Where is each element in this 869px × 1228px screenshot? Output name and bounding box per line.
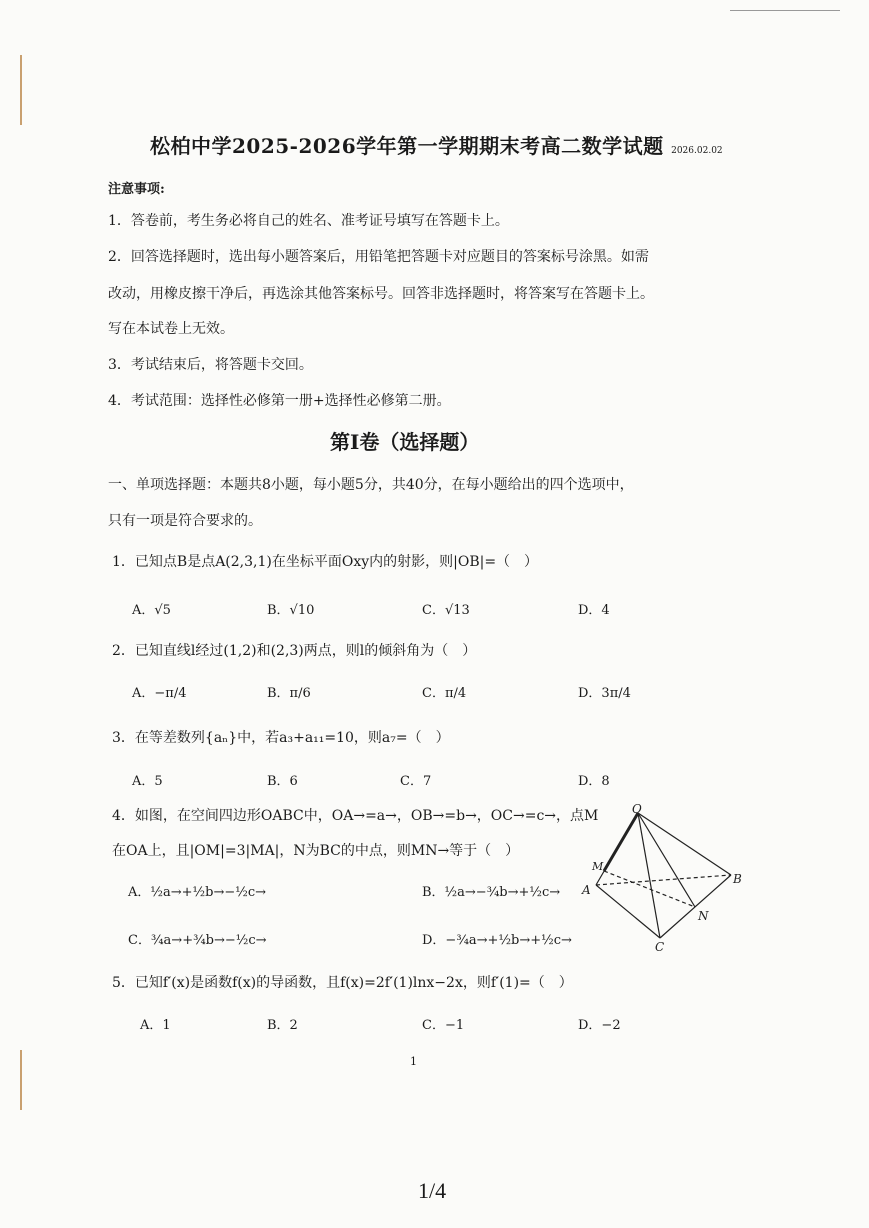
- label-b: B: [733, 872, 742, 886]
- exam-date: 2026.02.02: [671, 146, 723, 156]
- option-c: C．¾a→+¾b→−½c→: [128, 933, 267, 948]
- exam-title: 松柏中学2025-2026学年第一学期期末考高二数学试题: [150, 134, 664, 158]
- option-a: A．½a→+½b→−½c→: [128, 885, 267, 900]
- segment-om-bold: [604, 813, 638, 871]
- section-intro: 只有一项是符合要求的。: [108, 513, 262, 529]
- question-stem: 5．已知f′(x)是函数f(x)的导函数，且f(x)=2f′(1)lnx−2x，则f′(1)=（ ）: [112, 975, 573, 991]
- option-d: D．4: [578, 603, 610, 618]
- option-b: B．√10: [267, 603, 315, 618]
- scan-edge-mark: [20, 1050, 22, 1110]
- option-b: B．π/6: [267, 686, 311, 701]
- notice-item: 3．考试结束后，将答题卡交回。: [108, 357, 313, 373]
- option-a: A．1: [140, 1018, 171, 1033]
- option-a: A．√5: [132, 603, 171, 618]
- question-stem: 2．已知直线l经过(1,2)和(2,3)两点，则l的倾斜角为（ ）: [112, 643, 477, 659]
- page-indicator: 1/4: [418, 1178, 447, 1203]
- notice-item: 2．回答选择题时，选出每小题答案后，用铅笔把答题卡对应题目的答案标号涂黑。如需: [108, 249, 649, 265]
- page-title: [150, 130, 723, 159]
- option-a: A．−π/4: [132, 686, 187, 701]
- label-c: C: [655, 940, 665, 953]
- option-d: D．3π/4: [578, 686, 631, 701]
- edge-ob: [638, 813, 731, 875]
- option-d: D．8: [578, 774, 610, 789]
- edge-bc: [660, 875, 731, 938]
- edge-ab-hidden: [596, 875, 731, 885]
- label-o: O: [632, 803, 642, 816]
- option-a: A．5: [132, 774, 163, 789]
- question-stem: 3．在等差数列{aₙ}中，若a₃+a₁₁=10，则a₇=（ ）: [112, 730, 450, 746]
- section-intro: 一、单项选择题：本题共8小题，每小题5分，共40分，在每小题给出的四个选项中，: [108, 477, 634, 493]
- section-title: 第Ⅰ卷（选择题）: [330, 430, 480, 454]
- option-c: C．−1: [422, 1018, 465, 1033]
- label-a: A: [582, 883, 591, 897]
- option-c: C．√13: [422, 603, 470, 618]
- edge-ac: [596, 885, 660, 938]
- option-c: C．π/4: [422, 686, 467, 701]
- option-b: B．2: [267, 1018, 298, 1033]
- option-d: D．−¾a→+½b→+½c→: [422, 933, 572, 948]
- scan-edge-mark: [730, 10, 840, 11]
- tetrahedron-diagram: [576, 803, 751, 953]
- notice-item: 1．答卷前，考生务必将自己的姓名、准考证号填写在答题卡上。: [108, 213, 509, 229]
- label-m: M: [592, 860, 604, 873]
- page-number: 1: [410, 1055, 417, 1068]
- question-stem: 在OA上，且|OM|=3|MA|，N为BC的中点，则MN→等于（ ）: [112, 843, 520, 859]
- notice-item: 写在本试卷上无效。: [108, 321, 234, 337]
- notice-heading: 注意事项:: [108, 182, 165, 197]
- option-d: D．−2: [578, 1018, 621, 1033]
- label-n: N: [698, 909, 709, 923]
- option-b: B．½a→−¾b→+½c→: [422, 885, 561, 900]
- question-stem: 1．已知点B是点A(2,3,1)在坐标平面Oxy内的射影，则|OB|=（ ）: [112, 554, 539, 570]
- notice-item: 4．考试范围：选择性必修第一册+选择性必修第二册。: [108, 393, 451, 409]
- option-b: B．6: [267, 774, 298, 789]
- scan-edge-mark: [20, 55, 22, 125]
- notice-item: 改动，用橡皮擦干净后，再选涂其他答案标号。回答非选择题时，将答案写在答题卡上。: [108, 286, 654, 302]
- option-c: C．7: [400, 774, 432, 789]
- question-stem: 4．如图，在空间四边形OABC中，OA→=a→，OB→=b→，OC→=c→，点M: [112, 808, 599, 824]
